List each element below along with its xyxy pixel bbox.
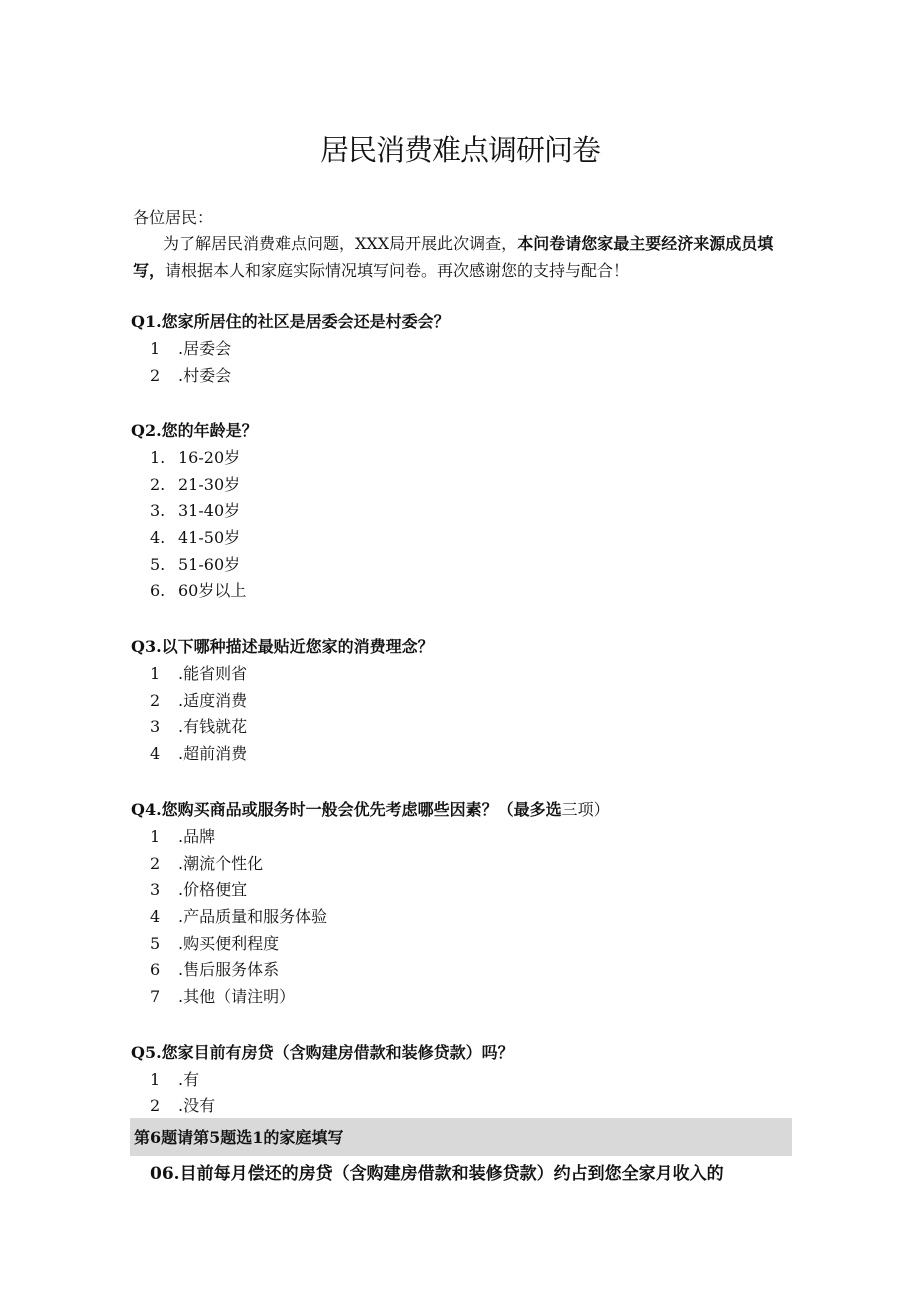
option-q4-1[interactable] xyxy=(150,824,750,850)
option-label: .价格便宜 xyxy=(178,880,248,899)
option-number: 1 xyxy=(150,827,161,846)
option-q3-1[interactable] xyxy=(150,661,750,687)
option-number: 1 xyxy=(150,339,161,358)
section-note-band xyxy=(130,1118,792,1156)
option-number: 5 xyxy=(150,934,161,953)
option-q3-3[interactable] xyxy=(150,714,750,740)
option-number: 6. xyxy=(150,581,166,600)
option-q2-6[interactable] xyxy=(150,578,750,604)
option-label: .没有 xyxy=(178,1096,216,1115)
option-number: 6 xyxy=(150,960,161,979)
question-q3: Q3.以下哪种描述最贴近您家的消费理念？ xyxy=(131,637,434,656)
option-number: 3. xyxy=(150,501,166,520)
section-note: 第6题请第5题选1的家庭填写 xyxy=(134,1128,344,1147)
option-q5-1[interactable] xyxy=(150,1067,750,1093)
option-number: 5. xyxy=(150,555,166,574)
option-number: 4 xyxy=(150,907,161,926)
option-q2-2[interactable] xyxy=(150,472,750,498)
option-label: .潮流个性化 xyxy=(178,854,264,873)
option-q4-3[interactable] xyxy=(150,877,750,903)
question-q4-limit: 三项） xyxy=(561,800,610,819)
option-q4-4[interactable] xyxy=(150,904,750,930)
greeting: 各位居民： xyxy=(133,208,214,227)
option-number: 1 xyxy=(150,664,161,683)
option-label: .超前消费 xyxy=(178,744,248,763)
option-label: .有 xyxy=(178,1070,200,1089)
question-q6: 06.目前每月偿还的房贷（含购建房借款和装修贷款）约占到您全家月收入的 xyxy=(150,1164,724,1184)
option-label: .品牌 xyxy=(178,827,216,846)
option-q4-7[interactable] xyxy=(150,984,750,1010)
option-number: 4 xyxy=(150,744,161,763)
question-q1: Q1.您家所居住的社区是居委会还是村委会？ xyxy=(131,312,450,331)
option-label: 51-60岁 xyxy=(178,555,241,574)
option-label: .适度消费 xyxy=(178,691,248,710)
option-q2-3[interactable] xyxy=(150,498,750,524)
option-label: .能省则省 xyxy=(178,664,248,683)
option-number: 2 xyxy=(150,366,161,385)
option-label: .村委会 xyxy=(178,366,232,385)
option-number: 2 xyxy=(150,691,161,710)
option-label: .居委会 xyxy=(178,339,232,358)
option-q4-2[interactable] xyxy=(150,851,750,877)
question-q2: Q2.您的年龄是？ xyxy=(131,421,258,440)
option-number: 2. xyxy=(150,475,166,494)
intro-text-1: 为了解居民消费难点问题，XXX局开展此次调查， xyxy=(163,234,518,253)
option-label: .购买便利程度 xyxy=(178,934,280,953)
option-q1-2[interactable] xyxy=(150,363,750,389)
option-number: 3 xyxy=(150,880,161,899)
option-label: .其他（请注明） xyxy=(178,987,296,1006)
option-label: 31-40岁 xyxy=(178,501,241,520)
question-q4 xyxy=(131,797,811,823)
intro-text-bold: 本问卷请您家最主要经济来源成员填写， xyxy=(133,234,774,280)
option-q3-4[interactable] xyxy=(150,741,750,767)
intro-paragraph xyxy=(133,230,793,284)
question-q5: Q5.您家目前有房贷（含购建房借款和装修贷款）吗？ xyxy=(131,1043,514,1062)
option-label: .售后服务体系 xyxy=(178,960,280,979)
option-number: 7 xyxy=(150,987,161,1006)
option-q2-4[interactable] xyxy=(150,525,750,551)
option-label: 60岁以上 xyxy=(178,581,247,600)
option-q4-6[interactable] xyxy=(150,957,750,983)
page-title: 居民消费难点调研问卷 xyxy=(319,133,600,167)
option-label: 41-50岁 xyxy=(178,528,241,547)
option-label: 21-30岁 xyxy=(178,475,241,494)
option-q1-1[interactable] xyxy=(150,336,750,362)
option-q2-1[interactable] xyxy=(150,445,750,471)
question-q4-text: Q4.您购买商品或服务时一般会优先考虑哪些因素？（最多选 xyxy=(131,800,562,819)
option-q3-2[interactable] xyxy=(150,688,750,714)
option-number: 2 xyxy=(150,1096,161,1115)
option-q2-5[interactable] xyxy=(150,552,750,578)
option-number: 2 xyxy=(150,854,161,873)
option-label: .产品质量和服务体验 xyxy=(178,907,328,926)
option-number: 1. xyxy=(150,448,166,467)
option-q5-2[interactable] xyxy=(150,1093,750,1119)
option-label: 16-20岁 xyxy=(178,448,241,467)
option-number: 1 xyxy=(150,1070,161,1089)
option-number: 4. xyxy=(150,528,166,547)
intro-text-2: 请根据本人和家庭实际情况填写问卷。再次感谢您的支持与配合！ xyxy=(165,261,630,280)
option-q4-5[interactable] xyxy=(150,931,750,957)
option-number: 3 xyxy=(150,717,161,736)
option-label: .有钱就花 xyxy=(178,717,248,736)
